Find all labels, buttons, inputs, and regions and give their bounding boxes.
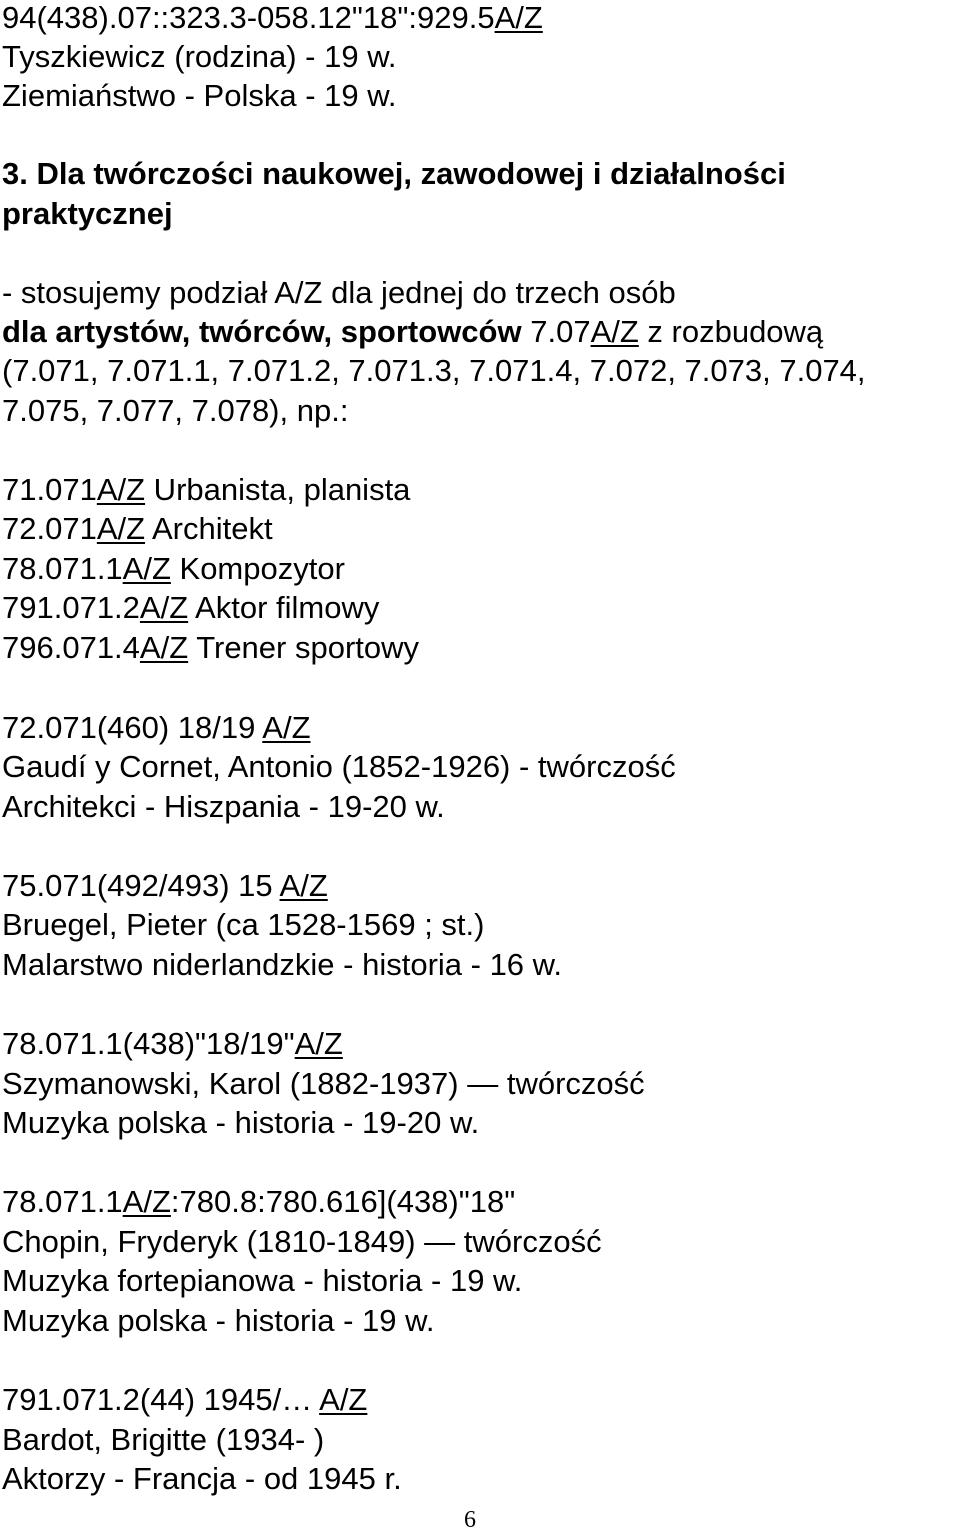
classification-code: 791.071.2(44) 1945/… [2, 1382, 320, 1417]
record-line: Szymanowski, Karol (1882-1937) — twórczość [2, 1066, 645, 1101]
section-heading: praktycznej [2, 196, 173, 231]
classification-code: 78.071.1(438)"18/19" [2, 1026, 295, 1061]
rule-bold-lead: dla artystów, twórców, sportowców [2, 314, 522, 349]
az-marker: A/Z [319, 1382, 368, 1417]
record-code-line [2, 1382, 367, 1418]
az-marker: A/Z [494, 0, 543, 35]
az-marker: A/Z [139, 630, 189, 665]
az-marker: A/Z [294, 1026, 343, 1061]
intro-line: Ziemiaństwo - Polska - 19 w. [2, 78, 397, 113]
az-marker: A/Z [96, 511, 146, 546]
record-line: Malarstwo niderlandzkie - historia - 16 w. [2, 947, 562, 982]
example-label: Aktor filmowy [188, 590, 380, 625]
intro-line: Tyszkiewicz (rodzina) - 19 w. [2, 39, 397, 74]
example-label: Trener sportowy [188, 630, 420, 665]
az-marker: A/Z [590, 314, 639, 349]
rule-text: 7.075, 7.077, 7.078), np.: [2, 393, 349, 428]
intro-code-line [2, 0, 543, 36]
record-line: Chopin, Fryderyk (1810-1849) — twórczość [2, 1224, 602, 1259]
code-suffix: :780.8:780.616](438)"18" [170, 1184, 516, 1219]
record-line: Bardot, Brigitte (1934- ) [2, 1422, 325, 1457]
rule-text: (7.071, 7.071.1, 7.071.2, 7.071.3, 7.071.4, 7.072, 7.073, 7.074, [2, 353, 866, 388]
az-marker: A/Z [122, 551, 171, 586]
record-line: Aktorzy - Francja - od 1945 r. [2, 1461, 402, 1496]
classification-code: 78.071.1 [2, 551, 123, 586]
record-code-line [2, 710, 311, 746]
list-item [2, 630, 419, 666]
az-marker: A/Z [262, 710, 311, 745]
record-code-line [2, 1184, 515, 1220]
az-marker: A/Z [122, 1184, 171, 1219]
classification-code: 71.071 [2, 472, 97, 507]
rule-text: - stosujemy podział A/Z dla jednej do trzech osób [2, 275, 676, 310]
record-code-line [2, 868, 328, 904]
record-line: Muzyka polska - historia - 19 w. [2, 1303, 435, 1338]
record-code-line [2, 1026, 343, 1062]
classification-code: 78.071.1 [2, 1184, 123, 1219]
list-item [2, 590, 379, 626]
record-line: Muzyka polska - historia - 19-20 w. [2, 1105, 480, 1140]
list-item [2, 511, 273, 547]
classification-code: 72.071 [2, 511, 97, 546]
list-item [2, 472, 410, 508]
example-label: Architekt [145, 511, 273, 546]
list-item [2, 551, 345, 587]
record-line: Muzyka fortepianowa - historia - 19 w. [2, 1263, 523, 1298]
az-marker: A/Z [139, 590, 189, 625]
classification-code: 75.071(492/493) 15 [2, 868, 280, 903]
rule-suffix: z rozbudową [638, 314, 824, 349]
classification-code: 796.071.4 [2, 630, 140, 665]
page-number: 6 [464, 1507, 476, 1533]
classification-code: 94(438).07::323.3-058.12"18":929.5 [2, 0, 495, 35]
classification-code: 72.071(460) 18/19 [2, 710, 263, 745]
classification-code: 791.071.2 [2, 590, 140, 625]
az-marker: A/Z [96, 472, 146, 507]
record-line: Gaudí y Cornet, Antonio (1852-1926) - twórczość [2, 749, 676, 784]
example-label: Urbanista, planista [145, 472, 411, 507]
record-line: Architekci - Hiszpania - 19-20 w. [2, 789, 445, 824]
example-label: Kompozytor [170, 551, 345, 586]
rule-text [2, 314, 823, 350]
record-line: Bruegel, Pieter (ca 1528-1569 ; st.) [2, 907, 485, 942]
classification-code: 7.07 [521, 314, 591, 349]
section-heading: 3. Dla twórczości naukowej, zawodowej i działalności [2, 156, 786, 191]
az-marker: A/Z [279, 868, 328, 903]
